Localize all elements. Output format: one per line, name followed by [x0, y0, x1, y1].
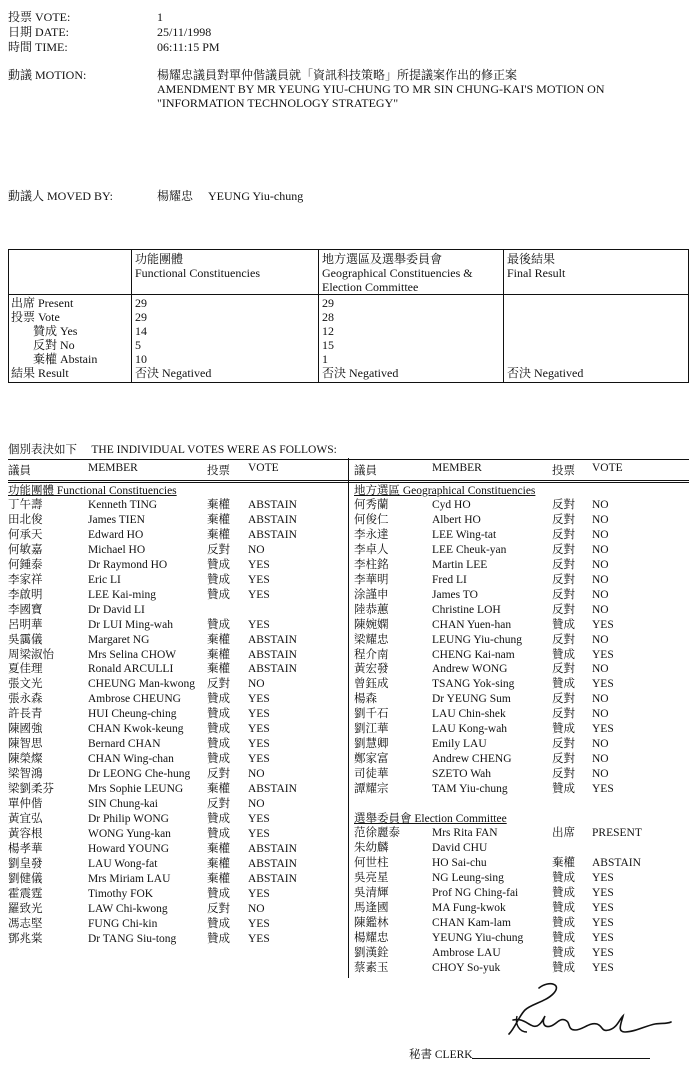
vote-zh: 棄權	[207, 648, 230, 661]
vote-zh: 反對	[552, 499, 575, 511]
gc-no: 15	[322, 338, 334, 352]
member-name-zh: 張永森	[8, 693, 43, 706]
clerk-label: 秘書 CLERK	[409, 1049, 473, 1061]
vote-en: YES	[248, 932, 270, 945]
member-name-en: CHOY So-yuk	[432, 961, 501, 974]
member-name-zh: 許長青	[8, 708, 43, 721]
summary-table	[8, 249, 689, 383]
member-name-en: CHAN Yuen-han	[432, 618, 512, 631]
vote-en: NO	[592, 603, 609, 616]
vote-zh: 反對	[207, 678, 230, 691]
vote-zh: 反對	[552, 768, 575, 781]
member-name-en: Eric LI	[88, 573, 121, 586]
member-name-zh: 李啟明	[8, 588, 43, 601]
gc-header-en2: Election Committee	[322, 280, 419, 294]
vote-en: YES	[248, 693, 270, 706]
vote-en: ABSTAIN	[248, 842, 297, 855]
vote-zh: 反對	[552, 693, 575, 706]
member-name-en: HUI Cheung-ching	[88, 708, 177, 721]
member-name-en: Margaret NG	[88, 633, 150, 646]
member-name-zh: 陳榮燦	[8, 753, 43, 766]
member-name-en: Emily LAU	[432, 738, 487, 751]
summary-label-present: 出席 Present	[11, 296, 74, 310]
vote-zh: 贊成	[552, 871, 575, 884]
vote-en: NO	[592, 693, 609, 706]
vote-zh: 反對	[552, 708, 575, 721]
col-header-member-zh: 議員	[354, 465, 377, 477]
member-name-zh: 陳鑑林	[354, 916, 389, 929]
vote-zh: 贊成	[552, 886, 575, 899]
member-name-en: Mrs Miriam LAU	[88, 872, 171, 885]
final-result: 否決 Negatived	[507, 366, 584, 380]
vote-en: NO	[592, 633, 609, 646]
member-name-zh: 李國寶	[8, 603, 43, 616]
fc-vote: 29	[135, 310, 147, 324]
member-name-en: Christine LOH	[432, 603, 501, 616]
summary-label-yes: 贊成 Yes	[33, 324, 78, 338]
vote-zh: 反對	[207, 798, 230, 810]
member-name-en: Andrew CHENG	[432, 753, 512, 766]
vote-zh: 贊成	[207, 618, 230, 631]
member-name-zh: 梁劉柔芬	[8, 783, 54, 796]
vote-en: ABSTAIN	[248, 633, 297, 646]
member-name-zh: 何世柱	[354, 856, 389, 869]
member-name-en: LEE Wing-tat	[432, 528, 497, 541]
member-name-zh: 何鍾泰	[8, 558, 43, 571]
motion-label: 動議 MOTION:	[8, 68, 87, 82]
member-name-zh: 馮志堅	[8, 917, 43, 930]
gc-yes: 12	[322, 324, 334, 338]
vote-en: NO	[592, 528, 609, 541]
vote-zh: 贊成	[207, 753, 230, 766]
member-name-zh: 李華明	[354, 573, 389, 586]
member-name-en: LAU Kong-wah	[432, 723, 508, 736]
vote-en: NO	[592, 753, 609, 766]
member-name-zh: 何承天	[8, 528, 43, 541]
vote-value: 1	[157, 10, 163, 24]
vote-en: YES	[592, 886, 614, 899]
vote-zh: 贊成	[207, 812, 230, 825]
member-name-en: Prof NG Ching-fai	[432, 886, 519, 899]
summary-label-abstain: 棄權 Abstain	[33, 352, 98, 366]
vote-en: YES	[248, 917, 270, 930]
vote-en: NO	[592, 588, 609, 601]
member-name-zh: 陸恭蕙	[354, 603, 389, 616]
vote-zh: 贊成	[207, 588, 230, 601]
moved-by-label: 動議人 MOVED BY:	[8, 189, 113, 203]
member-name-en: James TO	[432, 588, 478, 601]
vote-en: ABSTAIN	[248, 783, 297, 796]
motion-line: "INFORMATION TECHNOLOGY STRATEGY"	[157, 96, 399, 110]
col-header-vote-en: VOTE	[248, 462, 279, 474]
vote-en: YES	[592, 783, 614, 796]
member-name-en: Mrs Sophie LEUNG	[88, 783, 184, 796]
vote-zh: 反對	[207, 543, 230, 556]
summary-label-result: 結果 Result	[11, 366, 69, 380]
member-name-en: Kenneth TING	[88, 499, 158, 511]
fc-header-zh: 功能團體	[135, 252, 184, 266]
member-name-zh: 呂明華	[8, 618, 43, 631]
vote-en: ABSTAIN	[248, 872, 297, 885]
member-name-zh: 陳婉嫻	[354, 618, 389, 631]
member-name-zh: 司徒華	[354, 768, 389, 781]
vote-en: YES	[248, 887, 270, 900]
vote-en: ABSTAIN	[592, 856, 641, 869]
member-name-zh: 黃容根	[8, 827, 43, 840]
member-name-en: David CHU	[432, 841, 488, 854]
member-name-zh: 鄭家富	[354, 753, 389, 766]
member-name-zh: 黃宜弘	[8, 812, 43, 825]
fc-section-title: 功能團體 Functional Constituencies	[8, 485, 177, 497]
member-name-zh: 鄧兆棠	[8, 932, 43, 945]
member-name-zh: 譚耀宗	[354, 783, 389, 796]
member-name-en: Ambrose CHEUNG	[88, 693, 181, 706]
member-name-en: Edward HO	[88, 528, 144, 541]
member-name-en: NG Leung-sing	[432, 871, 504, 884]
member-name-zh: 梁智鴻	[8, 768, 43, 781]
vote-zh: 贊成	[207, 693, 230, 706]
vote-zh: 贊成	[552, 916, 575, 929]
member-name-zh: 何秀蘭	[354, 499, 389, 511]
col-header-member-en: MEMBER	[88, 462, 138, 474]
member-name-zh: 劉慧卿	[354, 738, 389, 751]
member-name-en: Dr YEUNG Sum	[432, 693, 511, 706]
member-name-zh: 李家祥	[8, 573, 43, 586]
member-name-en: LAW Chi-kwong	[88, 902, 168, 915]
member-name-en: FUNG Chi-kin	[88, 917, 158, 930]
member-name-zh: 何俊仁	[354, 513, 389, 526]
member-name-en: HO Sai-chu	[432, 856, 487, 869]
vote-zh: 贊成	[207, 917, 230, 930]
fc-present: 29	[135, 296, 147, 310]
member-name-zh: 吳靄儀	[8, 633, 43, 646]
vote-en: NO	[592, 499, 609, 511]
member-name-en: Mrs Rita FAN	[432, 827, 498, 839]
vote-zh: 贊成	[207, 558, 230, 571]
vote-zh: 反對	[552, 528, 575, 541]
member-name-zh: 楊孝華	[8, 842, 43, 855]
vote-en: YES	[592, 618, 614, 631]
member-name-en: Cyd HO	[432, 499, 471, 511]
member-name-en: Timothy FOK	[88, 887, 154, 900]
vote-zh: 贊成	[552, 901, 575, 914]
member-name-zh: 蔡素玉	[354, 961, 389, 974]
vote-zh: 反對	[552, 558, 575, 571]
vote-zh: 贊成	[207, 827, 230, 840]
member-name-en: CHAN Kwok-keung	[88, 723, 184, 736]
motion-line: 楊耀忠議員對單仲偕議員就「資訊科技策略」所提議案作出的修正案	[157, 68, 518, 82]
member-name-en: Dr LUI Ming-wah	[88, 618, 173, 631]
vote-en: YES	[592, 678, 614, 691]
member-name-zh: 陳國強	[8, 723, 43, 736]
vote-en: YES	[248, 558, 270, 571]
member-name-zh: 單仲偕	[8, 798, 43, 810]
date-value: 25/11/1998	[157, 25, 212, 39]
time-value: 06:11:15 PM	[157, 40, 220, 54]
member-name-zh: 楊森	[354, 693, 377, 706]
vote-en: NO	[248, 678, 265, 691]
time-label: 時間 TIME:	[8, 40, 68, 54]
vote-en: YES	[248, 618, 270, 631]
member-name-zh: 李柱銘	[354, 558, 389, 571]
vote-label: 投票 VOTE:	[8, 10, 71, 24]
vote-zh: 反對	[552, 753, 575, 766]
vote-en: NO	[592, 513, 609, 526]
vote-en: ABSTAIN	[248, 857, 297, 870]
col-header-vote-zh: 投票	[552, 465, 575, 477]
moved-by-value: 楊耀忠 YEUNG Yiu-chung	[157, 189, 304, 203]
vote-en: YES	[592, 648, 614, 661]
vote-en: NO	[248, 798, 265, 810]
member-name-zh: 馬逢國	[354, 901, 389, 914]
col-header-vote-en: VOTE	[592, 462, 623, 474]
member-name-en: Ambrose LAU	[432, 946, 501, 959]
member-name-zh: 劉千石	[354, 708, 389, 721]
member-name-en: SZETO Wah	[432, 768, 492, 781]
vote-en: NO	[248, 768, 265, 781]
fc-result: 否決 Negatived	[135, 366, 212, 380]
gc-section-title: 地方選區 Geographical Constituencies	[354, 485, 536, 497]
vote-zh: 棄權	[207, 499, 230, 511]
vote-en: YES	[592, 916, 614, 929]
member-name-en: Dr Raymond HO	[88, 558, 168, 571]
member-name-zh: 李永達	[354, 528, 389, 541]
vote-en: NO	[248, 902, 265, 915]
member-name-zh: 朱幼麟	[354, 841, 389, 854]
member-name-en: Andrew WONG	[432, 663, 508, 676]
vote-zh: 反對	[552, 738, 575, 751]
member-name-zh: 吳亮星	[354, 871, 389, 884]
member-name-zh: 周梁淑怡	[8, 648, 54, 661]
member-name-en: CHAN Kam-lam	[432, 916, 511, 929]
member-name-zh: 李卓人	[354, 543, 389, 556]
vote-en: NO	[248, 543, 265, 556]
vote-en: ABSTAIN	[248, 648, 297, 661]
vote-zh: 贊成	[552, 783, 575, 796]
clerk-signature	[505, 980, 675, 1040]
vote-zh: 贊成	[207, 573, 230, 586]
member-name-en: LEE Kai-ming	[88, 588, 157, 601]
vote-zh: 贊成	[207, 887, 230, 900]
vote-zh: 贊成	[207, 932, 230, 945]
member-name-zh: 涂謹申	[354, 588, 389, 601]
member-name-en: TSANG Yok-sing	[432, 678, 515, 691]
member-name-zh: 劉漢銓	[354, 946, 389, 959]
vote-zh: 反對	[207, 768, 230, 781]
vote-en: NO	[592, 738, 609, 751]
member-name-en: Dr Philip WONG	[88, 812, 169, 825]
vote-zh: 棄權	[207, 513, 230, 526]
vote-en: YES	[248, 588, 270, 601]
vote-zh: 贊成	[552, 931, 575, 944]
member-name-zh: 劉健儀	[8, 872, 43, 885]
individual-votes-intro: 個別表決如下 THE INDIVIDUAL VOTES WERE AS FOLLOWS:	[8, 444, 337, 456]
member-name-zh: 羅致光	[8, 902, 43, 915]
ec-section-title: 選舉委員會 Election Committee	[354, 813, 507, 825]
vote-zh: 贊成	[552, 946, 575, 959]
vote-zh: 贊成	[552, 723, 575, 736]
member-name-en: Bernard CHAN	[88, 738, 161, 751]
col-header-vote-zh: 投票	[207, 465, 230, 477]
vote-zh: 反對	[552, 573, 575, 586]
summary-label-vote: 投票 Vote	[11, 310, 60, 324]
vote-zh: 棄權	[207, 783, 230, 796]
vote-zh: 反對	[207, 902, 230, 915]
vote-zh: 贊成	[207, 723, 230, 736]
member-name-en: Dr TANG Siu-tong	[88, 932, 177, 945]
member-name-zh: 曾鈺成	[354, 678, 389, 691]
member-name-zh: 何敏嘉	[8, 543, 43, 556]
member-name-zh: 丁午壽	[8, 499, 43, 511]
member-name-en: Dr David LI	[88, 603, 145, 616]
vote-en: YES	[248, 753, 270, 766]
col-header-member-en: MEMBER	[432, 462, 482, 474]
member-name-zh: 楊耀忠	[354, 931, 389, 944]
member-name-en: CHAN Wing-chan	[88, 753, 174, 766]
vote-zh: 出席	[552, 827, 575, 839]
vote-en: PRESENT	[592, 827, 642, 839]
vote-en: YES	[592, 901, 614, 914]
vote-zh: 反對	[552, 513, 575, 526]
vote-en: YES	[248, 573, 270, 586]
vote-zh: 贊成	[552, 961, 575, 974]
vote-en: NO	[592, 708, 609, 721]
gc-present: 29	[322, 296, 334, 310]
member-name-en: Howard YOUNG	[88, 842, 170, 855]
member-name-zh: 劉江華	[354, 723, 389, 736]
fc-no: 5	[135, 338, 141, 352]
vote-zh: 棄權	[207, 528, 230, 541]
member-name-zh: 黃宏發	[354, 663, 389, 676]
vote-zh: 贊成	[552, 618, 575, 631]
member-name-en: Ronald ARCULLI	[88, 663, 174, 676]
vote-en: NO	[592, 663, 609, 676]
vote-en: YES	[248, 827, 270, 840]
member-name-en: SIN Chung-kai	[88, 798, 158, 810]
vote-zh: 棄權	[207, 857, 230, 870]
vote-zh: 棄權	[552, 856, 575, 869]
vote-en: YES	[248, 812, 270, 825]
vote-zh: 反對	[552, 663, 575, 676]
fc-abstain: 10	[135, 352, 147, 366]
member-name-zh: 梁耀忠	[354, 633, 389, 646]
member-name-en: Fred LI	[432, 573, 467, 586]
fc-header-en: Functional Constituencies	[135, 266, 260, 280]
date-label: 日期 DATE:	[8, 25, 69, 39]
vote-en: NO	[592, 768, 609, 781]
member-name-zh: 夏佳理	[8, 663, 43, 676]
gc-header-zh: 地方選區及選舉委員會	[322, 252, 443, 266]
member-name-zh: 吳清輝	[354, 886, 389, 899]
vote-en: ABSTAIN	[248, 528, 297, 541]
vote-en: YES	[248, 723, 270, 736]
vote-en: YES	[248, 708, 270, 721]
member-name-en: CHENG Kai-nam	[432, 648, 515, 661]
member-name-en: Dr LEONG Che-hung	[88, 768, 191, 781]
vote-en: NO	[592, 573, 609, 586]
gc-abstain: 1	[322, 352, 328, 366]
vote-en: NO	[592, 558, 609, 571]
vote-zh: 反對	[552, 588, 575, 601]
vote-en: YES	[592, 871, 614, 884]
fc-yes: 14	[135, 324, 147, 338]
vote-en: ABSTAIN	[248, 499, 297, 511]
vote-zh: 棄權	[207, 633, 230, 646]
member-name-zh: 張文光	[8, 678, 43, 691]
clerk-signature-line	[472, 1058, 650, 1059]
member-name-en: LAU Wong-fat	[88, 857, 158, 870]
vote-zh: 棄權	[207, 663, 230, 676]
final-header-en: Final Result	[507, 266, 566, 280]
vote-zh: 反對	[552, 633, 575, 646]
vote-zh: 贊成	[207, 708, 230, 721]
vote-en: ABSTAIN	[248, 663, 297, 676]
motion-text	[157, 68, 687, 110]
member-name-zh: 劉皇發	[8, 857, 43, 870]
member-name-en: LEUNG Yiu-chung	[432, 633, 522, 646]
vote-zh: 贊成	[207, 738, 230, 751]
member-name-en: WONG Yung-kan	[88, 827, 171, 840]
vote-en: YES	[592, 931, 614, 944]
gc-result: 否決 Negatived	[322, 366, 399, 380]
vote-en: ABSTAIN	[248, 513, 297, 526]
member-name-en: LAU Chin-shek	[432, 708, 506, 721]
vote-zh: 棄權	[207, 872, 230, 885]
vote-en: YES	[592, 961, 614, 974]
summary-label-no: 反對 No	[33, 338, 75, 352]
member-name-zh: 范徐麗泰	[354, 827, 400, 839]
member-name-zh: 田北俊	[8, 513, 43, 526]
member-name-en: Mrs Selina CHOW	[88, 648, 177, 661]
member-name-en: Michael HO	[88, 543, 146, 556]
member-name-en: MA Fung-kwok	[432, 901, 506, 914]
vote-zh: 反對	[552, 543, 575, 556]
member-name-zh: 霍震霆	[8, 887, 43, 900]
member-name-en: Albert HO	[432, 513, 481, 526]
member-name-zh: 程介南	[354, 648, 389, 661]
member-name-en: TAM Yiu-chung	[432, 783, 508, 796]
vote-en: YES	[592, 946, 614, 959]
vote-en: NO	[592, 543, 609, 556]
vote-zh: 反對	[552, 603, 575, 616]
member-name-en: LEE Cheuk-yan	[432, 543, 507, 556]
member-name-en: YEUNG Yiu-chung	[432, 931, 524, 944]
motion-line: AMENDMENT BY MR YEUNG YIU-CHUNG TO MR SIN CHUNG-KAI'S MOTION ON	[157, 82, 605, 96]
vote-zh: 贊成	[552, 678, 575, 691]
vote-zh: 贊成	[552, 648, 575, 661]
gc-vote: 28	[322, 310, 334, 324]
final-header-zh: 最後結果	[507, 252, 556, 266]
member-name-en: Martin LEE	[432, 558, 488, 571]
vote-zh: 棄權	[207, 842, 230, 855]
col-header-member-zh: 議員	[8, 465, 31, 477]
member-name-en: CHEUNG Man-kwong	[88, 678, 196, 691]
vote-en: YES	[248, 738, 270, 751]
member-name-zh: 陳智思	[8, 738, 43, 751]
member-name-en: James TIEN	[88, 513, 145, 526]
gc-header-en1: Geographical Constituencies &	[322, 266, 473, 280]
vote-en: YES	[592, 723, 614, 736]
